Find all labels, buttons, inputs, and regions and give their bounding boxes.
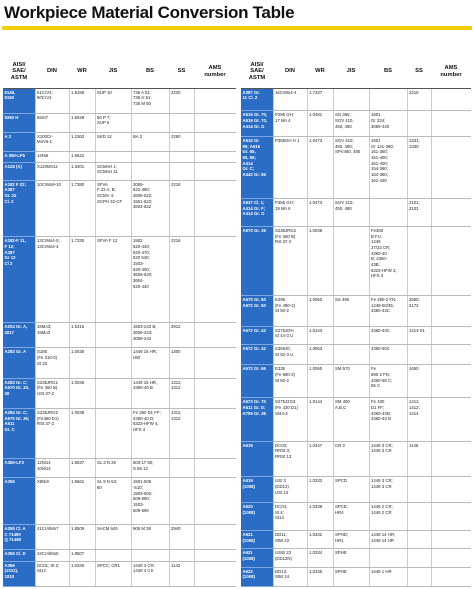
cell-ams xyxy=(431,137,471,199)
cell-bs: 1449 4 CR; 1449 4 CS xyxy=(131,561,169,586)
cell-wr: 1.0332 xyxy=(307,531,333,549)
col-header-bs: BS xyxy=(369,56,407,88)
cell-aisi: A182 F 22; A387 Gr. 22 Cl. 2 xyxy=(3,180,35,237)
cell-bs xyxy=(131,151,169,162)
cell-ss xyxy=(407,477,431,503)
cell-bs: 4360-43C xyxy=(369,326,407,344)
cell-aisi: A366 (1012), 1010 xyxy=(3,561,35,586)
cell-bs: BA 2 xyxy=(131,132,169,151)
cell-aisi: A516 Gr 65; A515 Gr. 65, 60, 55; A414 Gr. C; A442 Gr. 55 xyxy=(241,137,273,199)
cell-jis: SM 570 xyxy=(333,365,369,398)
cell-ss: 1414-01 xyxy=(407,326,431,344)
table-row xyxy=(241,226,471,295)
cell-aisi: A182-F 11, F 12; A387 Gr 12 Cl 2 xyxy=(3,237,35,323)
cell-ams xyxy=(431,441,471,477)
cell-bs: Fe 430 D1 FF; 4360-43D; 4360-43 D xyxy=(369,398,407,441)
cell-ss xyxy=(169,162,194,180)
cell-din: X100Cr- MoV5-1 xyxy=(35,132,69,151)
cell-bs: Fe 360 D1 FF; 4360-40 D; 6323-HFW 4, HFS 4 xyxy=(131,408,169,458)
cell-jis: SPCD xyxy=(333,477,369,503)
cell-ss xyxy=(169,113,194,132)
cell-wr: 1.0481 xyxy=(307,111,333,137)
cell-ams xyxy=(194,180,236,237)
cell-jis: SUP 10 xyxy=(95,88,131,113)
cell-wr: 1.5662 xyxy=(69,478,95,525)
cell-din: E295 (Fe 490-2) St 50-2 xyxy=(273,295,307,326)
cell-bs: Fe360 B FU; 1449 27/23 CR; 4360-40 B; 4360- 43B; 6323-HFW 3, HFS 3 xyxy=(369,226,407,295)
cell-bs xyxy=(131,162,169,180)
cell-ss: 1331; 1330 xyxy=(407,137,431,199)
cell-aisi: A387 Gr. 11 Cl. 2 xyxy=(241,88,273,111)
cell-bs xyxy=(369,549,407,567)
conversion-table-right xyxy=(241,56,471,587)
table-row xyxy=(241,502,471,530)
cell-jis: CR 3 xyxy=(333,441,369,477)
cell-jis: SFVA F 12 xyxy=(95,237,131,323)
table-row xyxy=(3,180,236,237)
cell-din: 16Mo3; 15Mo3 xyxy=(35,323,69,348)
cell-jis: SFVA F 22 A; B; SCMV 4; SCPH 32-CF xyxy=(95,180,131,237)
cell-jis xyxy=(95,378,131,408)
table-row xyxy=(3,162,236,180)
cell-aisi: A572 Gr. 42 xyxy=(241,344,273,364)
cell-din: DD11; StW 22 xyxy=(273,531,307,549)
cell-ss: 2216 xyxy=(169,237,194,323)
cell-bs: 1449 15 HR, 4360-40 B xyxy=(131,378,169,408)
cell-din: 16CrMo4-4 xyxy=(273,88,307,111)
table-body-right xyxy=(241,88,471,587)
cell-wr: 1.0347 xyxy=(307,441,333,477)
cell-jis xyxy=(95,323,131,348)
cell-jis xyxy=(95,550,131,561)
cell-din: S275J2G3 (Fe 430 D1) St44-3 xyxy=(273,398,307,441)
page-title: Workpiece Material Conversion Table xyxy=(4,3,295,22)
cell-jis: SGV 410; 450, 480; SPV450, 480 xyxy=(333,137,369,199)
col-header-jis: JIS xyxy=(333,56,369,88)
cell-wr: 1.0338 xyxy=(307,502,333,530)
cell-ams xyxy=(194,550,236,561)
cell-ams xyxy=(194,459,236,478)
cell-wr: 1.7337 xyxy=(307,88,333,111)
table-row xyxy=(241,295,471,326)
cell-ss: 2912 xyxy=(169,323,194,348)
table-row xyxy=(241,326,471,344)
cell-aisi: A355 Cl. A C 71490 Q 71490 xyxy=(3,525,35,550)
cell-bs: Fe 590-2 FN; 4360-55 C; 55 C xyxy=(369,365,407,398)
cell-aisi: A283 Gr. A xyxy=(3,348,35,378)
table-row xyxy=(3,408,236,458)
cell-aisi: A573 Gr. 70 A611 Gr. D; A709 Gr. 36 xyxy=(241,398,273,441)
cell-ams xyxy=(431,344,471,364)
cell-aisi: A284 Gr. C; A570 Gr. 36; A611 Gr. C xyxy=(3,408,35,458)
cell-bs: 1449 3 CR; 1449 3 CR xyxy=(369,441,407,477)
table-row xyxy=(3,132,236,151)
cell-ss xyxy=(407,549,431,567)
cell-ss: 1311; 1312 xyxy=(169,408,194,458)
cell-din: 41CrAlMo7 xyxy=(35,525,69,550)
cell-wr: 1.0060 xyxy=(307,365,333,398)
cell-wr: 1.5622 xyxy=(69,151,95,162)
conversion-table-left xyxy=(3,56,236,587)
cell-jis: SM 400 A,B,C xyxy=(333,398,369,441)
cell-ss: 2218 xyxy=(169,180,194,237)
cell-ams xyxy=(194,151,236,162)
cell-wr: 1.8509 xyxy=(69,525,95,550)
cell-bs: 1501 Gr 141-360; 161-360; 151-400; 161-400; 154-360; 164-360; 161-430 xyxy=(369,137,407,199)
table-row xyxy=(3,459,236,478)
col-header-din: DIN xyxy=(273,56,307,88)
cell-din: 13CrMo4-5; 13CrMo4-4 xyxy=(35,237,69,323)
cell-ss: 2216 xyxy=(407,88,431,111)
cell-wr: 1.0473 xyxy=(307,137,333,199)
table-row xyxy=(3,478,236,525)
cell-ss xyxy=(169,151,194,162)
cell-aisi: 6145, 6150 xyxy=(3,88,35,113)
col-header-jis: JIS xyxy=(95,56,131,88)
cell-ams xyxy=(431,531,471,549)
cell-wr: 1.0038 xyxy=(307,226,333,295)
cell-jis xyxy=(333,344,369,364)
cell-din: S185 (Fe 310-0) St 33 xyxy=(35,348,69,378)
cell-din: S355J0; St 52-3 U xyxy=(273,344,307,364)
cell-ams xyxy=(431,365,471,398)
table-row xyxy=(241,88,471,111)
cell-din: DD13; StW 24 xyxy=(273,567,307,586)
cell-din: 12Ni14 10Ni14 xyxy=(35,459,69,478)
cell-aisi: A350-LF3 xyxy=(3,459,35,478)
table-row xyxy=(241,344,471,364)
col-header-ss: SS xyxy=(169,56,194,88)
cell-jis: SKD 12 xyxy=(95,132,131,151)
cell-ams xyxy=(431,198,471,226)
cell-ss: 1311; 1312 xyxy=(169,378,194,408)
cell-jis: SS 490 xyxy=(333,295,369,326)
cell-bs: 1449 1 HR xyxy=(369,567,407,586)
cell-aisi: A621 (1008) xyxy=(241,549,273,567)
cell-ams xyxy=(431,567,471,586)
cell-bs: 3059- 622-490; 3606-622; 1501-622; 3604-622 xyxy=(131,180,169,237)
cell-ams xyxy=(431,88,471,111)
table-row xyxy=(241,398,471,441)
cell-aisi: A622 (1008) xyxy=(241,567,273,586)
cell-ss: 1146 xyxy=(407,441,431,477)
cell-din: 34CrAlMo5 xyxy=(35,550,69,561)
cell-aisi: A572 Gr. 65 xyxy=(241,365,273,398)
cell-wr: 1.5028 xyxy=(69,113,95,132)
cell-bs: 1449 14 HR; 1449 14 HR xyxy=(369,531,407,549)
cell-bs: 1501-509 -510; 1503-502- 509-690; 1503- 509-690 xyxy=(131,478,169,525)
table-header-row xyxy=(3,56,236,88)
cell-ss: 2550; 2172 xyxy=(407,295,431,326)
cell-aisi: A204 Gr. A, 4017 xyxy=(3,323,35,348)
cell-jis: SGV 410; 450, 480 xyxy=(333,198,369,226)
cell-jis: SCMnH 1; SCMnH 11 xyxy=(95,162,131,180)
col-header-aisi: AISI/ SAE/ ASTM xyxy=(3,56,35,88)
col-header-ss: SS xyxy=(407,56,431,88)
cell-bs: 4360-50C xyxy=(369,344,407,364)
col-header-ams: AMS number xyxy=(431,56,471,88)
cell-ss: 1300 xyxy=(169,348,194,378)
cell-wr: 1.8507 xyxy=(69,550,95,561)
cell-ams xyxy=(431,477,471,503)
table-row xyxy=(241,531,471,549)
cell-ss xyxy=(407,111,431,137)
cell-jis: SPCE; HR4 xyxy=(333,502,369,530)
cell-jis: 50 P 7; SUP 6 xyxy=(95,113,131,132)
cell-jis: SG 365; SGV 410, 450, 480 xyxy=(333,111,369,137)
table-row xyxy=(3,88,236,113)
cell-wr: 1.0035 xyxy=(69,348,95,378)
cell-ams xyxy=(194,132,236,151)
cell-aisi: A572 Gr. 42 xyxy=(241,326,273,344)
cell-ss: 2230 xyxy=(169,88,194,113)
cell-bs: 1503-243 B; 3606-243; 3059-243 xyxy=(131,323,169,348)
cell-din: P295 GH; 17 Mn 4 xyxy=(273,111,307,137)
cell-aisi: A355 Cl. D xyxy=(3,550,35,561)
col-header-bs: BS xyxy=(131,56,169,88)
cell-bs xyxy=(369,88,407,111)
cell-ams xyxy=(431,398,471,441)
col-header-wr: WR xyxy=(69,56,95,88)
cell-ams xyxy=(431,111,471,137)
cell-wr: 1.0330 xyxy=(69,561,95,586)
cell-ss: 2940 xyxy=(169,525,194,550)
table-row xyxy=(241,111,471,137)
cell-ss xyxy=(407,567,431,586)
cell-bs xyxy=(369,198,407,226)
cell-wr: 1.3401 xyxy=(69,162,95,180)
cell-aisi: A621 (1008) xyxy=(241,531,273,549)
table-row xyxy=(241,137,471,199)
cell-wr: 1.7335 xyxy=(69,237,95,323)
cell-wr: 1.2363 xyxy=(69,132,95,151)
cell-din: 51CrV4; 50CrV4 xyxy=(35,88,69,113)
cell-din: DC03; RRSt 3; RRSt 13 xyxy=(273,441,307,477)
cell-din: P355 GH; 19 Mn 6 xyxy=(273,198,307,226)
cell-wr: 1.0473 xyxy=(307,198,333,226)
cell-ss: 1142 xyxy=(169,561,194,586)
table-body-left xyxy=(3,88,236,587)
cell-din: 65Si7 xyxy=(35,113,69,132)
cell-jis: SPHD; HR1 xyxy=(333,531,369,549)
table-row xyxy=(3,237,236,323)
cell-wr: 1.8159 xyxy=(69,88,95,113)
col-header-wr: WR xyxy=(307,56,333,88)
table-row xyxy=(241,549,471,567)
cell-bs: 1449 3 CR; 1449 3 CR xyxy=(369,477,407,503)
cell-bs xyxy=(131,550,169,561)
table-header-row xyxy=(241,56,471,88)
cell-ams xyxy=(194,113,236,132)
col-header-ams: AMS number xyxy=(194,56,236,88)
cell-jis: SPCC; CR1 xyxy=(95,561,131,586)
cell-aisi: A283 Gr. C; A570 Gr. 33, 40 xyxy=(3,378,35,408)
table-row xyxy=(3,378,236,408)
cell-wr: 1.0333 xyxy=(307,477,333,503)
cell-jis: SL 9 N 53; 60 xyxy=(95,478,131,525)
cell-ams xyxy=(194,237,236,323)
cell-ams xyxy=(194,348,236,378)
cell-aisi: 9260 H xyxy=(3,113,35,132)
col-header-din: DIN xyxy=(35,56,69,88)
cell-wr: 1.5637 xyxy=(69,459,95,478)
cell-ams xyxy=(431,326,471,344)
cell-jis: SPHE xyxy=(333,567,369,586)
cell-ams xyxy=(431,295,471,326)
cell-wr: 1.7380 xyxy=(69,180,95,237)
cell-bs: Fe 490-2 FN; 1449-50/35; 4360-43C xyxy=(369,295,407,326)
cell-jis xyxy=(95,348,131,378)
title-underline xyxy=(2,26,472,30)
cell-din: X8Ni9 xyxy=(35,478,69,525)
cell-ams xyxy=(194,88,236,113)
table-row xyxy=(3,525,236,550)
cell-ss xyxy=(407,344,431,364)
cell-aisi: A570 Gr. 36 xyxy=(241,226,273,295)
cell-ss: 1411; 1412; 1414 xyxy=(407,398,431,441)
cell-din: 10CrMo9-10 xyxy=(35,180,69,237)
cell-bs: 1449 15 HR, HW xyxy=(131,348,169,378)
cell-din: S235JRG2 (Fe 360 B) Rst 37-2 xyxy=(273,226,307,295)
cell-din: DC01; St 2; St12 xyxy=(35,561,69,586)
cell-jis: SPHE xyxy=(333,549,369,567)
table-row xyxy=(3,151,236,162)
cell-jis xyxy=(95,151,131,162)
cell-ams xyxy=(194,561,236,586)
cell-bs: 1501 Gr 224; 3059-440 xyxy=(369,111,407,137)
table-row xyxy=(3,113,236,132)
table-row xyxy=(3,348,236,378)
cell-bs: 735 A 51; 735 H 51; 735 M 50 xyxy=(131,88,169,113)
cell-bs: 1449 2 CR; 1449 2 CR xyxy=(369,502,407,530)
table-row xyxy=(241,441,471,477)
cell-aisi: A 2 xyxy=(3,132,35,151)
cell-wr: 1.0144 xyxy=(307,398,333,441)
cell-aisi: A 350-LF5 xyxy=(3,151,35,162)
cell-wr: 1.5415 xyxy=(69,323,95,348)
table-row xyxy=(3,561,236,586)
cell-ss: 1650 xyxy=(407,365,431,398)
cell-ams xyxy=(431,502,471,530)
cell-bs: 503-LT 60; S 65 13 xyxy=(131,459,169,478)
cell-din: DC04; St 4; St14 xyxy=(273,502,307,530)
cell-wr: 1.0050 xyxy=(307,295,333,326)
cell-ss: 2101; 2102 xyxy=(407,198,431,226)
cell-ss xyxy=(407,502,431,530)
cell-wr: 1.0335 xyxy=(307,567,333,586)
cell-jis: SL 3 N 26 xyxy=(95,459,131,478)
cell-aisi: A620 (1008) xyxy=(241,502,273,530)
table-row xyxy=(241,198,471,226)
cell-wr: 1.0334 xyxy=(307,549,333,567)
cell-bs: 1502 620-440; 620-470; 620 540; 1503- 620-400; 3606-620; 3604- 620-440 xyxy=(131,237,169,323)
cell-bs xyxy=(131,113,169,132)
cell-aisi: A355 xyxy=(3,478,35,525)
cell-din: X120Mn12 xyxy=(35,162,69,180)
cell-ams xyxy=(194,408,236,458)
cell-din: S275JOH St 44-3 U xyxy=(273,326,307,344)
cell-ss xyxy=(169,550,194,561)
cell-ams xyxy=(431,549,471,567)
cell-ss xyxy=(407,531,431,549)
cell-din: S235JRG1 (Fe 360 B) USt 37-2 xyxy=(35,378,69,408)
table-row xyxy=(241,365,471,398)
cell-aisi: A619 (1008) xyxy=(241,477,273,503)
cell-aisi: A515 Gr. 70, A516 Gr. 70, A414 Gr. G xyxy=(241,111,273,137)
col-header-aisi: AISI/ SAE/ ASTM xyxy=(241,56,273,88)
table-row xyxy=(241,567,471,586)
cell-jis xyxy=(333,326,369,344)
cell-aisi: A128 (A) xyxy=(3,162,35,180)
cell-din: E335 (Fe 590-2) St 60-2 xyxy=(273,365,307,398)
cell-din: 14Ni6 xyxy=(35,151,69,162)
cell-din: USW 23 (DD12N) xyxy=(273,549,307,567)
cell-ams xyxy=(431,226,471,295)
table-row xyxy=(241,477,471,503)
cell-din: USt 3 (DD13) USt 13 xyxy=(273,477,307,503)
cell-ams xyxy=(194,525,236,550)
cell-din: P355GH H 1 xyxy=(273,137,307,199)
cell-ss xyxy=(169,459,194,478)
cell-wr: 1.0036 xyxy=(69,378,95,408)
cell-ams xyxy=(194,162,236,180)
cell-ams xyxy=(194,323,236,348)
table-row xyxy=(3,323,236,348)
cell-din: S235JRG2 (Fe360 D1) RSt 37-2 xyxy=(35,408,69,458)
cell-bs: 905 M 39 xyxy=(131,525,169,550)
cell-jis: SACM 645 xyxy=(95,525,131,550)
cell-ams xyxy=(194,378,236,408)
cell-wr: 1.0143 xyxy=(307,326,333,344)
cell-wr: 1.0553 xyxy=(307,344,333,364)
cell-ams xyxy=(194,478,236,525)
cell-aisi: A570 Gr. 50 A572 Gr. 50 xyxy=(241,295,273,326)
cell-ss xyxy=(169,478,194,525)
cell-jis xyxy=(95,408,131,458)
cell-ss xyxy=(407,226,431,295)
cell-jis xyxy=(333,226,369,295)
cell-ss: 2260 xyxy=(169,132,194,151)
table-row xyxy=(3,550,236,561)
cell-wr: 1.0038 xyxy=(69,408,95,458)
cell-aisi: A619 xyxy=(241,441,273,477)
cell-aisi: A537 Cl. 1; A414 Gr. F; A414 Gr. G xyxy=(241,198,273,226)
cell-jis xyxy=(333,88,369,111)
